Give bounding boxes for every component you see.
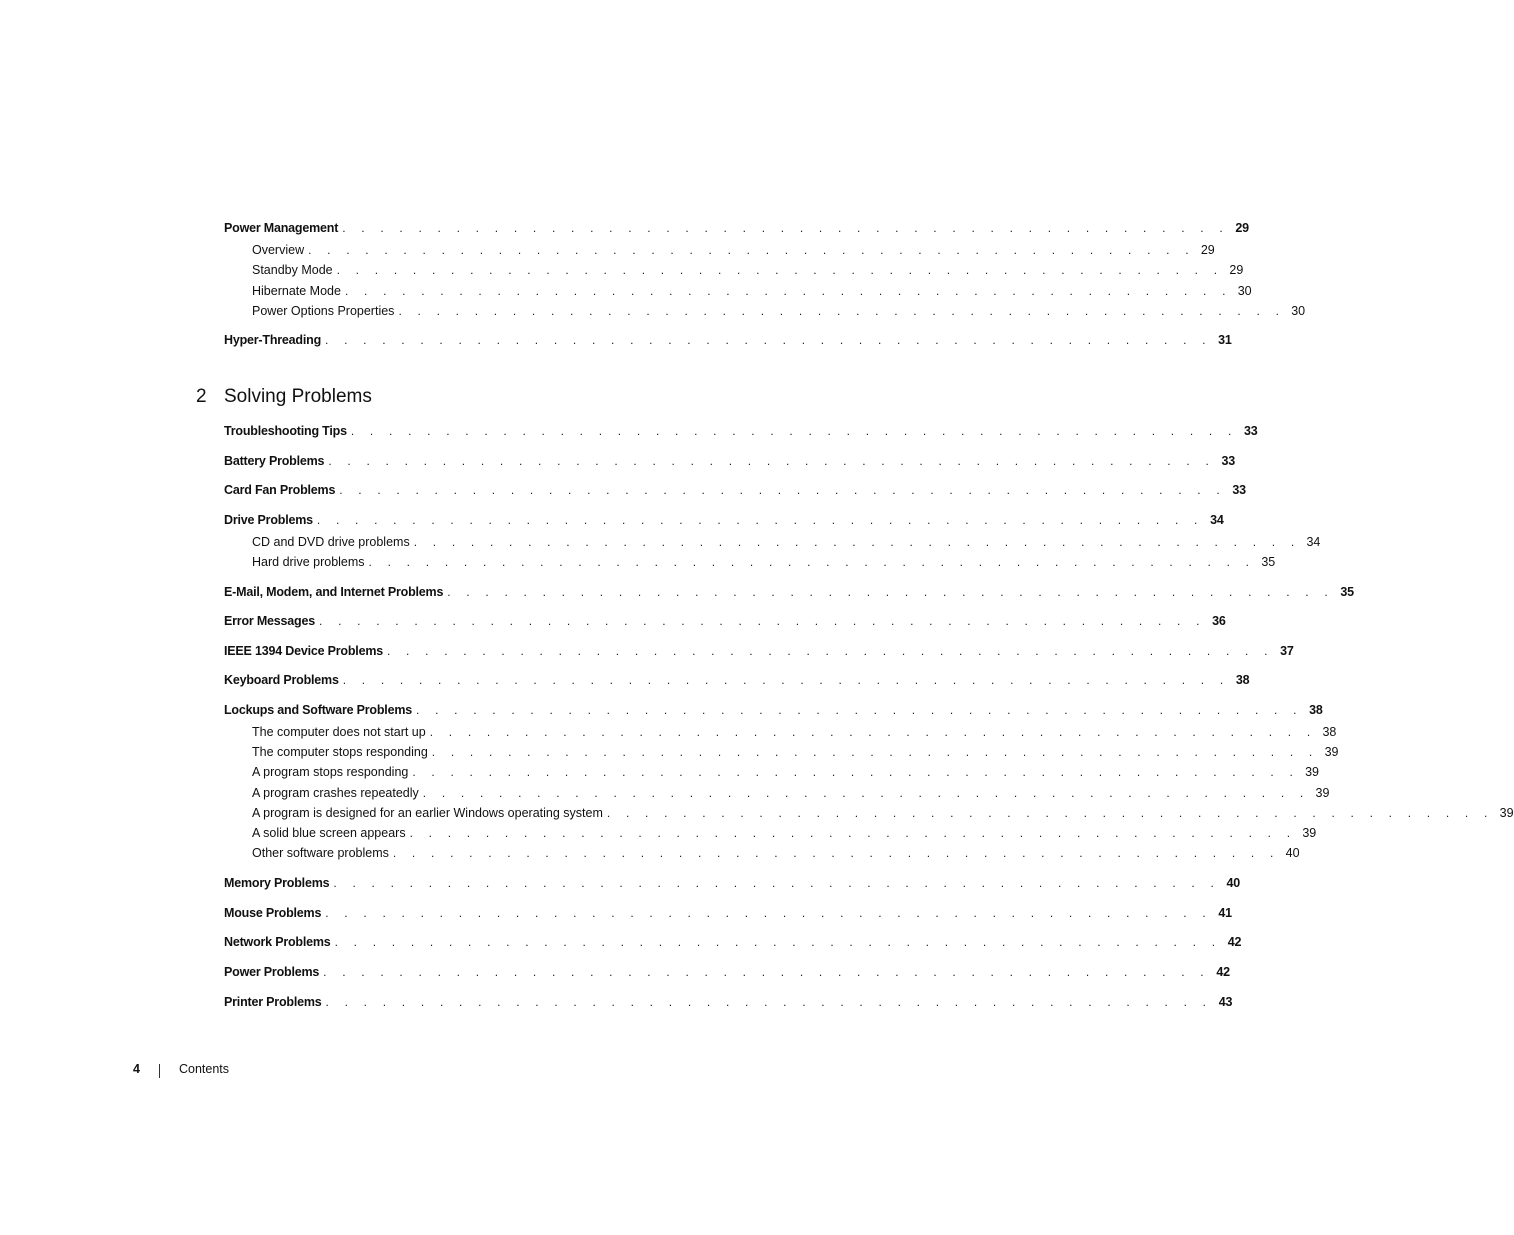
toc-entry-page: 30 [1237, 284, 1252, 298]
chapter-number: 2 [196, 386, 207, 407]
toc-entry-page: 39 [1499, 806, 1514, 820]
toc-entry-page: 29 [1229, 263, 1244, 277]
dot-leader: . . . . . . . . . . . . . . . . . . . . . . . . . . . . . . . . . . . . . . . . . . . . . . . [368, 555, 1256, 569]
toc-entry-title: The computer does not start up [252, 725, 426, 739]
toc-entry[interactable] [224, 642, 1294, 660]
dot-leader: . . . . . . . . . . . . . . . . . . . . . . . . . . . . . . . . . . . . . . . . . . . . . . . [334, 935, 1222, 949]
footer-page-number: 4 [133, 1062, 140, 1076]
toc-entry-page: 42 [1216, 965, 1230, 979]
dot-leader: . . . . . . . . . . . . . . . . . . . . . . . . . . . . . . . . . . . . . . . . . . . . . . . [344, 284, 1232, 298]
toc-entry[interactable] [224, 701, 1323, 719]
toc-entry-page: 39 [1302, 826, 1317, 840]
toc-entry-title: Hard drive problems [252, 555, 365, 569]
toc-entry[interactable] [224, 993, 1233, 1011]
toc-entry[interactable] [224, 452, 1235, 470]
toc-entry-page: 42 [1227, 935, 1242, 949]
toc-entry[interactable] [224, 481, 1246, 499]
toc-subentry[interactable] [252, 844, 1300, 862]
dot-leader: . . . . . . . . . . . . . . . . . . . . . . . . . . . . . . . . . . . . . . . . . . . . . . . [412, 765, 1300, 779]
toc-entry-title: A solid blue screen appears [252, 826, 406, 840]
toc-entry-page: 41 [1218, 906, 1232, 920]
dot-leader: . . . . . . . . . . . . . . . . . . . . . . . . . . . . . . . . . . . . . . . . . . . . . . . [325, 906, 1212, 920]
toc-entry-page: 34 [1210, 513, 1224, 527]
dot-leader: . . . . . . . . . . . . . . . . . . . . . . . . . . . . . . . . . . . . . . . . . . . . . . . [392, 846, 1280, 860]
dot-leader: . . . . . . . . . . . . . . . . . . . . . . . . . . . . . . . . . . . . . . . . . . . . . . . [328, 454, 1215, 468]
toc-entry-title: Drive Problems [224, 513, 313, 527]
toc-entry[interactable] [224, 583, 1354, 601]
toc-entry-title: Memory Problems [224, 876, 330, 890]
dot-leader: . . . . . . . . . . . . . . . . . . . . . . . . . . . . . . . . . . . . . . . . . . . . . . . [606, 806, 1494, 820]
toc-entry-title: Error Messages [224, 614, 315, 628]
toc-subentry[interactable] [252, 241, 1215, 259]
toc-entry-title: Standby Mode [252, 263, 333, 277]
toc-entry-title: Overview [252, 243, 305, 257]
dot-leader: . . . . . . . . . . . . . . . . . . . . . . . . . . . . . . . . . . . . . . . . . . . . . . . [422, 786, 1310, 800]
toc-entry-title: Troubleshooting Tips [224, 424, 347, 438]
toc-entry-page: 35 [1261, 555, 1276, 569]
toc-subentry[interactable] [252, 784, 1330, 802]
dot-leader: . . . . . . . . . . . . . . . . . . . . . . . . . . . . . . . . . . . . . . . . . . . . . . . [431, 745, 1319, 759]
toc-entry-title: A program is designed for an earlier Windows operating system [252, 806, 603, 820]
toc-entry-page: 29 [1200, 243, 1215, 257]
toc-entry-page: 37 [1280, 644, 1294, 658]
toc-entry-title: Mouse Problems [224, 906, 322, 920]
toc-entry[interactable] [224, 219, 1249, 237]
toc-entry-page: 39 [1324, 745, 1339, 759]
page-footer [0, 1062, 954, 1082]
dot-leader: . . . . . . . . . . . . . . . . . . . . . . . . . . . . . . . . . . . . . . . . . . . . . . . [350, 424, 1238, 438]
dot-leader: . . . . . . . . . . . . . . . . . . . . . . . . . . . . . . . . . . . . . . . . . . . . . . . [342, 221, 1229, 235]
toc-entry[interactable] [224, 612, 1226, 630]
toc-entry-page: 38 [1235, 673, 1250, 687]
toc-subentry[interactable] [252, 553, 1276, 571]
dot-leader: . . . . . . . . . . . . . . . . . . . . . . . . . . . . . . . . . . . . . . . . . . . . . . . [398, 304, 1286, 318]
toc-entry-title: Keyboard Problems [224, 673, 339, 687]
toc-entry-page: 29 [1235, 221, 1249, 235]
toc-entry-page: 40 [1285, 846, 1300, 860]
dot-leader: . . . . . . . . . . . . . . . . . . . . . . . . . . . . . . . . . . . . . . . . . . . . . . . [325, 995, 1213, 1009]
dot-leader: . . . . . . . . . . . . . . . . . . . . . . . . . . . . . . . . . . . . . . . . . . . . . . . [409, 826, 1297, 840]
toc-entry[interactable] [224, 422, 1258, 440]
toc-entry-page: 39 [1305, 765, 1320, 779]
toc-entry-title: Hyper-Threading [224, 333, 322, 347]
toc-entry-title: Battery Problems [224, 454, 325, 468]
dot-leader: . . . . . . . . . . . . . . . . . . . . . . . . . . . . . . . . . . . . . . . . . . . . . . . [323, 965, 1210, 979]
toc-entry-page: 38 [1309, 703, 1323, 717]
chapter-title: Solving Problems [224, 386, 372, 407]
toc-entry-page: 36 [1212, 614, 1226, 628]
toc-entry-title: A program stops responding [252, 765, 409, 779]
toc-entry-title: CD and DVD drive problems [252, 535, 410, 549]
toc-entry[interactable] [224, 963, 1230, 981]
toc-entry-title: A program crashes repeatedly [252, 786, 419, 800]
dot-leader: . . . . . . . . . . . . . . . . . . . . . . . . . . . . . . . . . . . . . . . . . . . . . . . [386, 644, 1274, 658]
toc-entry-title: Power Problems [224, 965, 320, 979]
toc-entry[interactable] [224, 904, 1232, 922]
chapter-heading [196, 386, 372, 408]
footer-divider [159, 1064, 160, 1078]
toc-subentry[interactable] [252, 533, 1321, 551]
toc-entry[interactable] [224, 331, 1232, 349]
toc-entry[interactable] [224, 933, 1242, 951]
dot-leader: . . . . . . . . . . . . . . . . . . . . . . . . . . . . . . . . . . . . . . . . . . . . . . . [342, 673, 1230, 687]
dot-leader: . . . . . . . . . . . . . . . . . . . . . . . . . . . . . . . . . . . . . . . . . . . . . . . [319, 614, 1206, 628]
toc-entry-page: 40 [1226, 876, 1241, 890]
toc-entry-title: Lockups and Software Problems [224, 703, 412, 717]
toc-entry-title: Power Options Properties [252, 304, 395, 318]
toc-entry-title: Card Fan Problems [224, 483, 336, 497]
toc-subentry[interactable] [252, 723, 1337, 741]
toc-entry-title: IEEE 1394 Device Problems [224, 644, 383, 658]
toc-subentry[interactable] [252, 763, 1320, 781]
dot-leader: . . . . . . . . . . . . . . . . . . . . . . . . . . . . . . . . . . . . . . . . . . . . . . . [413, 535, 1301, 549]
toc-subentry[interactable] [252, 302, 1306, 320]
toc-entry-page: 38 [1322, 725, 1337, 739]
toc-subentry[interactable] [252, 261, 1244, 279]
toc-entry[interactable] [224, 671, 1250, 689]
toc-subentry[interactable] [252, 804, 1514, 822]
footer-label: Contents [179, 1062, 230, 1076]
toc-entry-page: 33 [1221, 454, 1235, 468]
dot-leader: . . . . . . . . . . . . . . . . . . . . . . . . . . . . . . . . . . . . . . . . . . . . . . . [325, 333, 1212, 347]
toc-entry-page: 30 [1291, 304, 1306, 318]
dot-leader: . . . . . . . . . . . . . . . . . . . . . . . . . . . . . . . . . . . . . . . . . . . . . . . [339, 483, 1226, 497]
dot-leader: . . . . . . . . . . . . . . . . . . . . . . . . . . . . . . . . . . . . . . . . . . . . . . . [429, 725, 1317, 739]
toc-entry[interactable] [224, 511, 1224, 529]
toc-subentry[interactable] [252, 743, 1339, 761]
toc-subentry[interactable] [252, 824, 1317, 842]
dot-leader: . . . . . . . . . . . . . . . . . . . . . . . . . . . . . . . . . . . . . . . . . . . . . . . [336, 263, 1224, 277]
dot-leader: . . . . . . . . . . . . . . . . . . . . . . . . . . . . . . . . . . . . . . . . . . . . . . . [416, 703, 1303, 717]
toc-entry-page: 35 [1340, 585, 1354, 599]
dot-leader: . . . . . . . . . . . . . . . . . . . . . . . . . . . . . . . . . . . . . . . . . . . . . . . [316, 513, 1204, 527]
dot-leader: . . . . . . . . . . . . . . . . . . . . . . . . . . . . . . . . . . . . . . . . . . . . . . . [447, 585, 1334, 599]
toc-entry-page: 31 [1218, 333, 1232, 347]
toc-entry-title: Network Problems [224, 935, 331, 949]
toc-entry-title: The computer stops responding [252, 745, 428, 759]
dot-leader: . . . . . . . . . . . . . . . . . . . . . . . . . . . . . . . . . . . . . . . . . . . . . . . [333, 876, 1221, 890]
toc-entry-page: 33 [1232, 483, 1246, 497]
toc-entry-page: 43 [1218, 995, 1233, 1009]
toc-entry-title: Printer Problems [224, 995, 322, 1009]
toc-entry-page: 39 [1315, 786, 1330, 800]
toc-subentry[interactable] [252, 282, 1252, 300]
toc-entry-title: E-Mail, Modem, and Internet Problems [224, 585, 444, 599]
dot-leader: . . . . . . . . . . . . . . . . . . . . . . . . . . . . . . . . . . . . . . . . . . . . . . . [308, 243, 1195, 257]
toc-entry-title: Power Management [224, 221, 339, 235]
toc-entry-title: Hibernate Mode [252, 284, 341, 298]
toc-entry-title: Other software problems [252, 846, 389, 860]
toc-entry-page: 34 [1306, 535, 1321, 549]
toc-entry-page: 33 [1244, 424, 1258, 438]
toc-entry[interactable] [224, 874, 1241, 892]
